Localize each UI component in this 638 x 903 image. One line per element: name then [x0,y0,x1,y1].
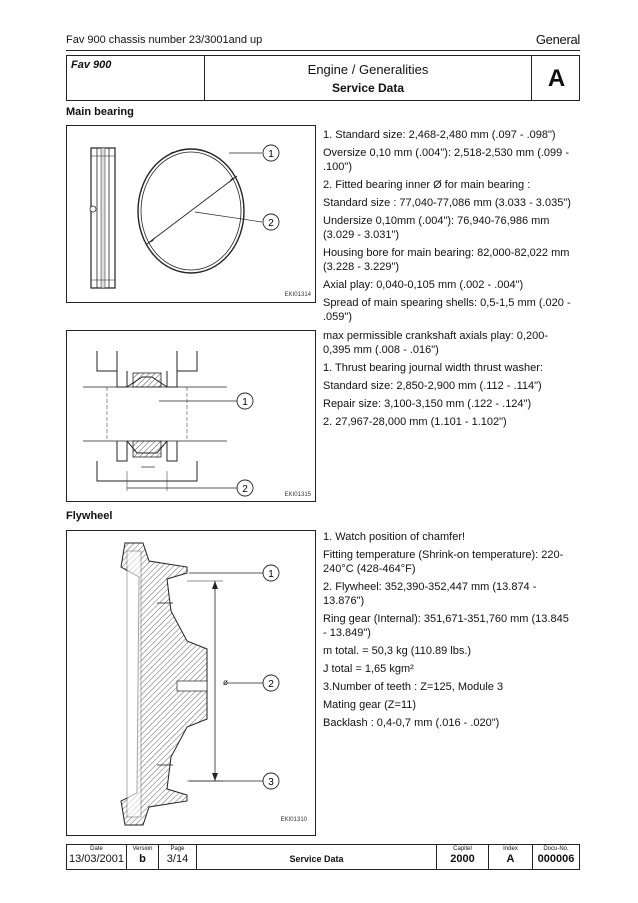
main-bearing-heading: Main bearing [66,106,134,118]
category-label: General [535,32,580,47]
spec-line: 2. Flywheel: 352,390-352,447 mm (13.874 - 13.876") [323,581,537,607]
spec-line: 1. Watch position of chamfer! [323,531,466,543]
diameter-symbol: ø [223,678,228,687]
document-title: Fav 900 chassis number 23/3001and up [66,34,263,46]
spec-line: 3.Number of teeth : Z=125, Module 3 [323,681,504,693]
spec-line: Ring gear (Internal): 351,671-351,760 mm (13.845 - 13.849") [323,613,569,639]
footer-table [66,844,580,870]
figure-code: EKI01310 [280,817,307,823]
spec-line: 2. 27,967-28,000 mm (1.101 - 1.102") [323,416,507,428]
spec-line: 1. Thrust bearing journal width thrust washer: [323,362,543,374]
spec-line: J total = 1,65 kgm² [323,663,414,675]
spec-line: 2. Fitted bearing inner Ø for main bearing : [323,179,531,191]
flywheel-heading: Flywheel [66,510,113,522]
spec-line: max permissible crankshaft axials play: 0,200-0,395 mm (.008 - .016") [323,330,548,356]
spec-line: Oversize 0,10 mm (.004"): 2,518-2,530 mm (.099 - .100") [323,147,570,173]
flywheel-figure [66,530,316,836]
footer-center: Service Data [197,845,437,869]
spec-line: Backlash : 0,4-0,7 mm (.016 - .020") [323,717,500,729]
spec-line: Repair size: 3,100-3,150 mm (.122 - .124") [323,398,532,410]
spec-line: Standard size : 77,040-77,086 mm (3.033 - 3.035") [323,197,571,209]
spec-line: Spread of main spearing shells: 0,5-1,5 mm (.020 - .059") [323,297,571,323]
figure-code: EKI01315 [284,492,311,498]
flywheel-diagram [67,531,315,835]
spec-line: 1. Standard size: 2,468-2,480 mm (.097 - .098") [323,129,556,141]
callout-2: 2 [268,679,274,690]
callout-2: 2 [242,484,248,495]
footer-date: Date 13/03/2001 [67,845,127,869]
title-cell [205,56,532,100]
spec-line: Standard size: 2,850-2,900 mm (.112 - .114") [323,380,542,392]
page-title: Engine / Generalities [307,62,429,77]
thrust-bearing-specs [323,329,575,433]
footer-capitel: Capitel 2000 [437,845,489,869]
header-box [66,55,580,101]
figure-code: EKI01314 [284,292,311,298]
spec-line: m total. = 50,3 kg (110.89 lbs.) [323,645,472,657]
callout-1: 1 [268,149,274,160]
footer-version: Version b [127,845,159,869]
callout-1: 1 [268,569,274,580]
model-name: Fav 900 [67,56,205,100]
spec-line: Mating gear (Z=11) [323,699,417,711]
footer-index: Index A [489,845,533,869]
callout-1: 1 [242,397,248,408]
callout-2: 2 [268,218,274,229]
spec-line: Axial play: 0,040-0,105 mm (.002 - .004") [323,279,524,291]
section-letter: A [547,65,566,92]
callout-3: 3 [268,777,274,788]
spec-line: Undersize 0,10mm (.004"): 76,940-76,986 mm (3.029 - 3.031") [323,215,550,241]
main-bearing-specs [323,128,575,328]
page-subtitle: Service Data [331,81,405,95]
footer-docu: Docu-No. 000006 [537,846,575,865]
bearing-diagram [67,126,315,302]
spec-line: Housing bore for main bearing: 82,000-82,022 mm (3.228 - 3.229") [323,247,570,273]
footer-page: Page 3/14 [159,845,197,869]
thrust-bearing-diagram [67,331,315,501]
spec-line: Fitting temperature (Shrink-on temperature): 220-240°C (428-464°F) [323,549,564,575]
top-rule [66,50,580,51]
thrust-bearing-figure [66,330,316,502]
flywheel-specs [323,530,575,734]
bearing-figure [66,125,316,303]
